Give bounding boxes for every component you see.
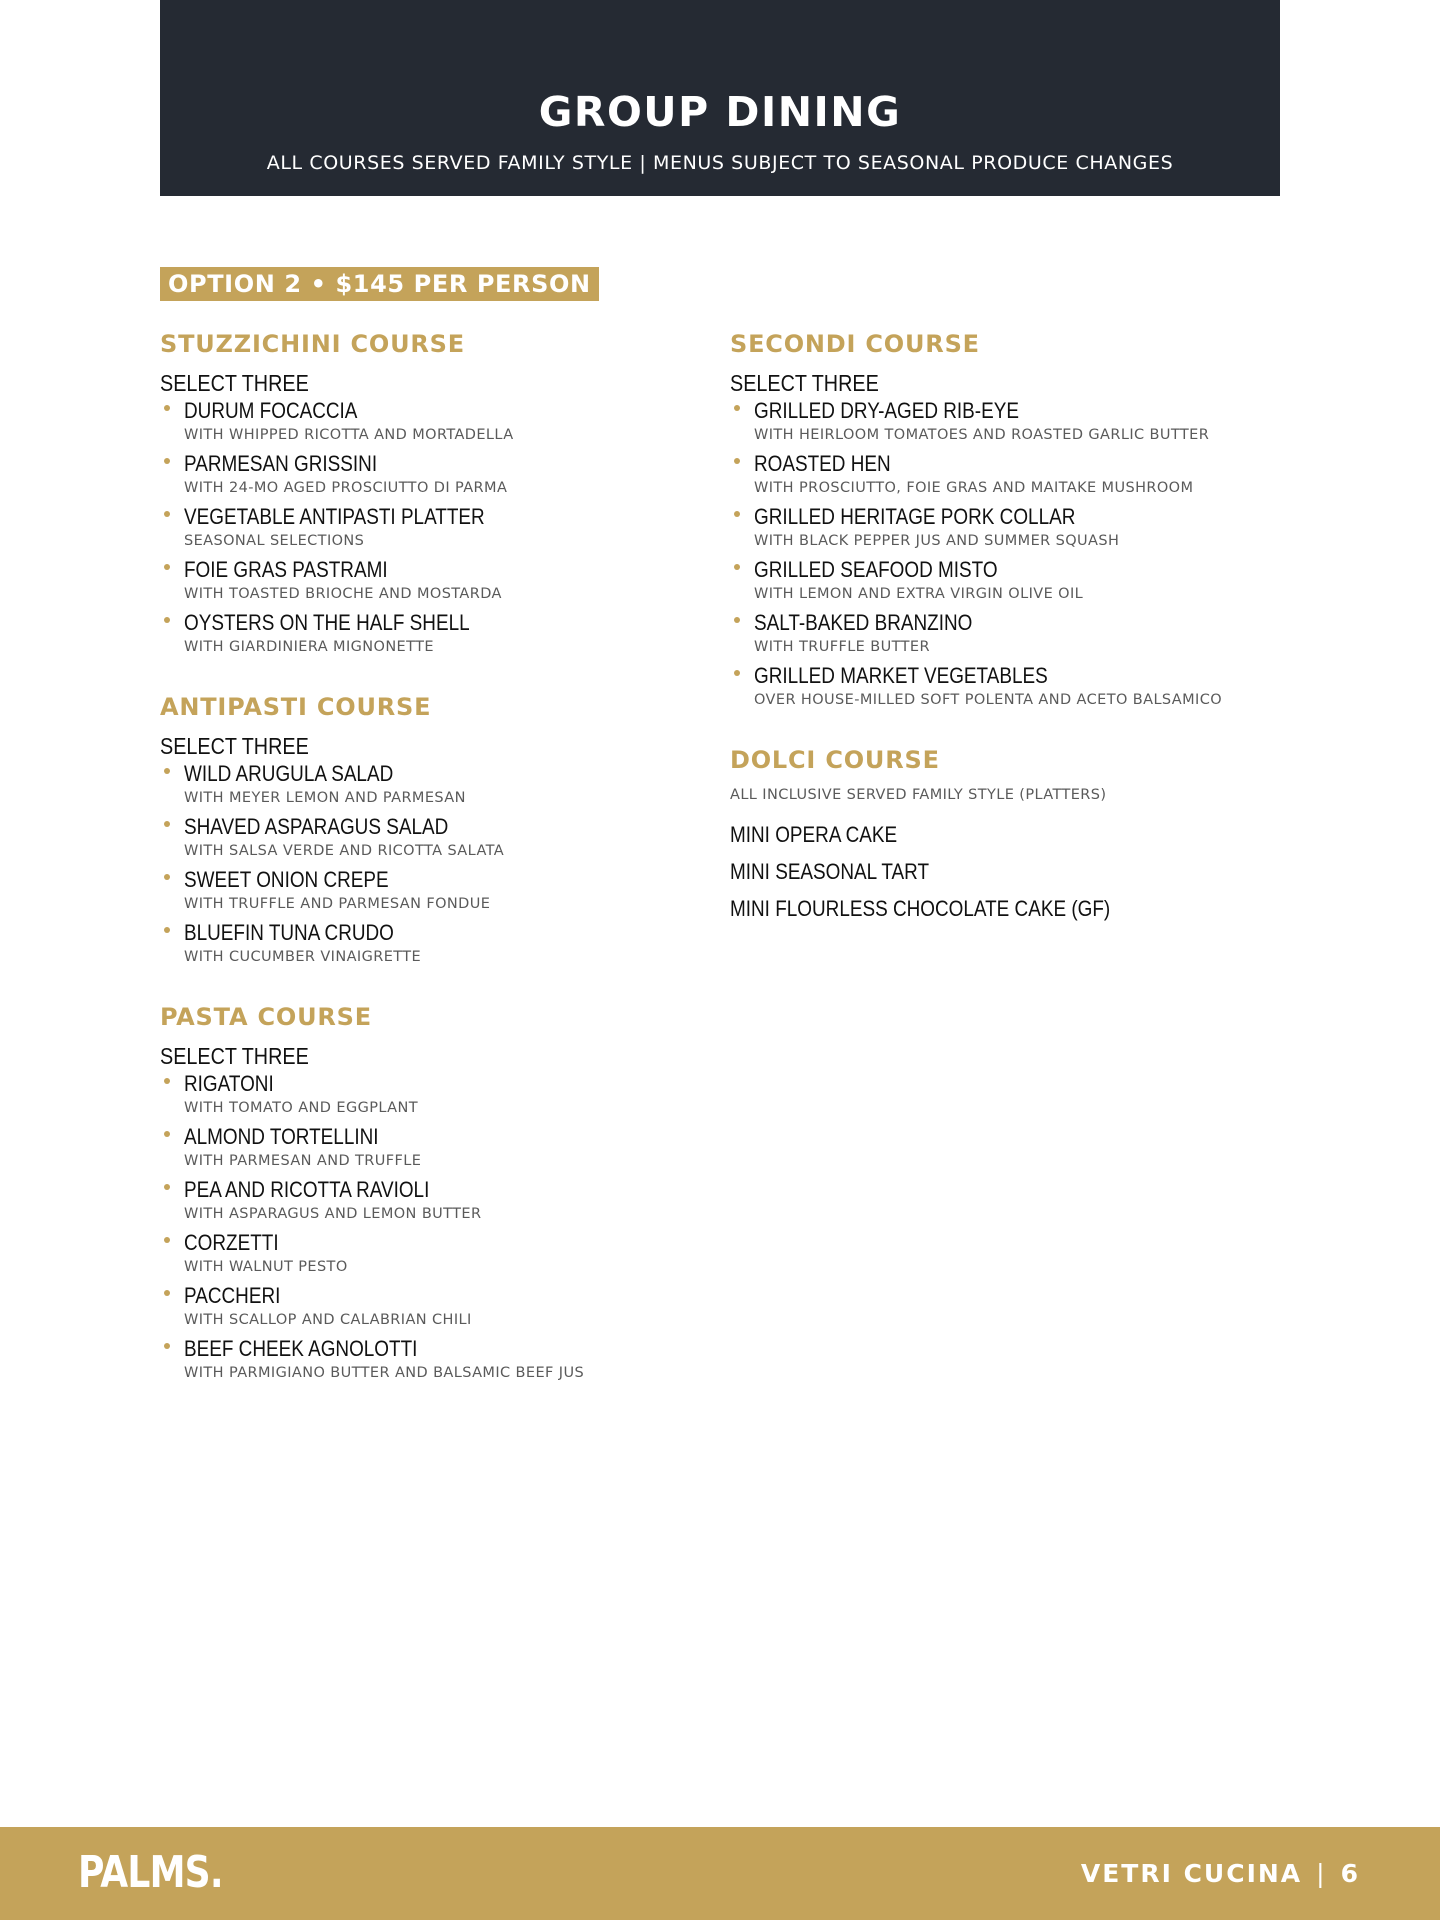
- footer-bar: [0, 1827, 1440, 1920]
- list-item: [730, 398, 1290, 447]
- bullet-icon: [164, 458, 170, 464]
- item-name: WILD ARUGULA SALAD: [184, 761, 394, 786]
- page-title: GROUP DINING: [538, 88, 902, 136]
- item-description: WITH SALSA VERDE AND RICOTTA SALATA: [184, 843, 505, 859]
- item-name: GRILLED SEAFOOD MISTO: [754, 557, 998, 582]
- item-name: SALT-BAKED BRANZINO: [754, 610, 973, 635]
- option-price-badge: OPTION 2 • $145 PER PERSON: [160, 267, 599, 301]
- dolci-item: MINI SEASONAL TART: [730, 859, 930, 884]
- list-item: [160, 1071, 700, 1120]
- list-item: [730, 557, 1290, 606]
- venue-name: VETRI CUCINA: [1080, 1859, 1303, 1888]
- left-column: [160, 326, 700, 1415]
- course-title: DOLCI COURSE: [730, 746, 940, 774]
- item-description: WITH LEMON AND EXTRA VIRGIN OLIVE OIL: [754, 586, 1084, 602]
- right-column: [730, 326, 1290, 957]
- dolci-note: ALL INCLUSIVE SERVED FAMILY STYLE (PLATTERS): [730, 787, 1107, 803]
- item-name: RIGATONI: [184, 1071, 274, 1096]
- item-description: OVER HOUSE-MILLED SOFT POLENTA AND ACETO BALSAMICO: [754, 692, 1223, 708]
- bullet-icon: [164, 617, 170, 623]
- item-list: [160, 398, 700, 659]
- list-item: [730, 663, 1290, 712]
- item-name: ROASTED HEN: [754, 451, 891, 476]
- bullet-icon: [164, 821, 170, 827]
- bullet-icon: [734, 564, 740, 570]
- item-description: WITH GIARDINIERA MIGNONETTE: [184, 639, 434, 655]
- select-label: SELECT THREE: [730, 370, 879, 396]
- item-description: WITH SCALLOP AND CALABRIAN CHILI: [184, 1312, 472, 1328]
- item-description: WITH 24-MO AGED PROSCIUTTO DI PARMA: [184, 480, 508, 496]
- bullet-icon: [734, 458, 740, 464]
- page-subtitle: ALL COURSES SERVED FAMILY STYLE | MENUS SUBJECT TO SEASONAL PRODUCE CHANGES: [266, 152, 1174, 174]
- course-stuzzichini: [160, 326, 700, 659]
- item-description: WITH CUCUMBER VINAIGRETTE: [184, 949, 422, 965]
- item-description: WITH WALNUT PESTO: [184, 1259, 348, 1275]
- bullet-icon: [734, 670, 740, 676]
- bullet-icon: [164, 874, 170, 880]
- list-item: [160, 451, 700, 500]
- bullet-icon: [164, 1131, 170, 1137]
- item-description: WITH PROSCIUTTO, FOIE GRAS AND MAITAKE MUSHROOM: [754, 480, 1194, 496]
- item-name: PACCHERI: [184, 1283, 281, 1308]
- list-item: [160, 814, 700, 863]
- item-list: [160, 1071, 700, 1385]
- select-label: SELECT THREE: [160, 1043, 309, 1069]
- list-item: [160, 398, 700, 447]
- list-item: [160, 867, 700, 916]
- list-item: [160, 557, 700, 606]
- item-list: [730, 398, 1290, 712]
- bullet-icon: [164, 405, 170, 411]
- list-item: [730, 504, 1290, 553]
- list-item: [160, 1177, 700, 1226]
- bullet-icon: [164, 511, 170, 517]
- item-name: GRILLED MARKET VEGETABLES: [754, 663, 1048, 688]
- item-name: PARMESAN GRISSINI: [184, 451, 378, 476]
- palms-logo: PALMS.: [78, 1847, 223, 1898]
- list-item: [160, 1283, 700, 1332]
- header-banner: [160, 0, 1280, 196]
- bullet-icon: [164, 564, 170, 570]
- item-description: WITH TOASTED BRIOCHE AND MOSTARDA: [184, 586, 502, 602]
- course-title: ANTIPASTI COURSE: [160, 693, 432, 721]
- item-name: GRILLED DRY-AGED RIB-EYE: [754, 398, 1019, 423]
- list-item: [160, 920, 700, 969]
- item-name: GRILLED HERITAGE PORK COLLAR: [754, 504, 1076, 529]
- item-description: WITH TRUFFLE AND PARMESAN FONDUE: [184, 896, 491, 912]
- list-item: [160, 610, 700, 659]
- select-label: SELECT THREE: [160, 733, 309, 759]
- item-name: BLUEFIN TUNA CRUDO: [184, 920, 394, 945]
- item-description: WITH BLACK PEPPER JUS AND SUMMER SQUASH: [754, 533, 1120, 549]
- dolci-item: MINI OPERA CAKE: [730, 822, 898, 847]
- item-description: WITH HEIRLOOM TOMATOES AND ROASTED GARLIC BUTTER: [754, 427, 1210, 443]
- item-name: CORZETTI: [184, 1230, 279, 1255]
- footer-venue-page: [1081, 1859, 1360, 1889]
- item-description: SEASONAL SELECTIONS: [184, 533, 365, 549]
- bullet-icon: [164, 768, 170, 774]
- page-number: 6: [1340, 1859, 1360, 1888]
- course-title: STUZZICHINI COURSE: [160, 330, 465, 358]
- item-name: SWEET ONION CREPE: [184, 867, 389, 892]
- course-antipasti: [160, 689, 700, 969]
- bullet-icon: [734, 617, 740, 623]
- bullet-icon: [164, 1343, 170, 1349]
- item-description: WITH ASPARAGUS AND LEMON BUTTER: [184, 1206, 482, 1222]
- item-list: [160, 761, 700, 969]
- list-item: [160, 761, 700, 810]
- list-item: [730, 610, 1290, 659]
- item-name: VEGETABLE ANTIPASTI PLATTER: [184, 504, 485, 529]
- item-name: DURUM FOCACCIA: [184, 398, 358, 423]
- bullet-icon: [164, 1290, 170, 1296]
- course-pasta: [160, 999, 700, 1385]
- list-item: [730, 451, 1290, 500]
- select-label: SELECT THREE: [160, 370, 309, 396]
- course-secondi: [730, 326, 1290, 712]
- list-item: [160, 504, 700, 553]
- course-title: PASTA COURSE: [160, 1003, 372, 1031]
- footer-separator: |: [1316, 1859, 1327, 1888]
- bullet-icon: [164, 1184, 170, 1190]
- bullet-icon: [734, 405, 740, 411]
- list-item: [160, 1336, 700, 1385]
- item-name: OYSTERS ON THE HALF SHELL: [184, 610, 470, 635]
- list-item: [160, 1124, 700, 1173]
- bullet-icon: [734, 511, 740, 517]
- item-name: SHAVED ASPARAGUS SALAD: [184, 814, 449, 839]
- list-item: [160, 1230, 700, 1279]
- item-description: WITH TOMATO AND EGGPLANT: [184, 1100, 418, 1116]
- item-name: FOIE GRAS PASTRAMI: [184, 557, 388, 582]
- item-name: ALMOND TORTELLINI: [184, 1124, 379, 1149]
- item-description: WITH PARMESAN AND TRUFFLE: [184, 1153, 422, 1169]
- dolci-item: MINI FLOURLESS CHOCOLATE CAKE (GF): [730, 896, 1111, 921]
- item-description: WITH WHIPPED RICOTTA AND MORTADELLA: [184, 427, 514, 443]
- course-title: SECONDI COURSE: [730, 330, 980, 358]
- bullet-icon: [164, 1078, 170, 1084]
- item-description: WITH MEYER LEMON AND PARMESAN: [184, 790, 466, 806]
- bullet-icon: [164, 927, 170, 933]
- item-name: PEA AND RICOTTA RAVIOLI: [184, 1177, 430, 1202]
- item-name: BEEF CHEEK AGNOLOTTI: [184, 1336, 418, 1361]
- course-dolci: [730, 742, 1290, 927]
- item-description: WITH TRUFFLE BUTTER: [754, 639, 930, 655]
- item-description: WITH PARMIGIANO BUTTER AND BALSAMIC BEEF JUS: [184, 1365, 585, 1381]
- bullet-icon: [164, 1237, 170, 1243]
